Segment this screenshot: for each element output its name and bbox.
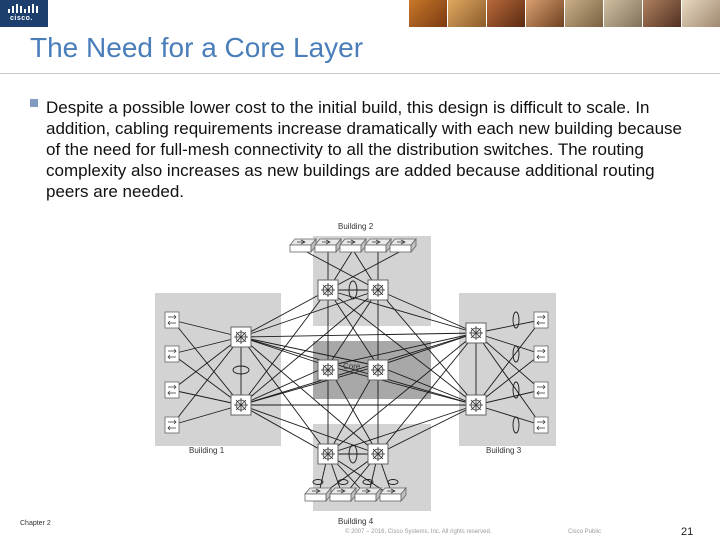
network-diagram [150,212,560,530]
footer-classification: Cisco Public [568,529,602,535]
building-3-label: Building 3 [486,446,522,455]
header-photo [486,0,525,27]
building-1-label: Building 1 [189,446,225,455]
title-divider [0,73,720,74]
building-4-label: Building 4 [338,517,374,526]
slide-title: The Need for a Core Layer [30,32,364,63]
header-photo-strip [408,0,720,27]
core-label: Core [343,362,361,371]
building-2-label: Building 2 [338,222,374,231]
header-photo [642,0,681,27]
header-photo [408,0,447,27]
header-banner [0,0,720,27]
logo-wordmark: cisco. [10,15,33,22]
building2-access-switches [290,239,416,252]
header-photo [564,0,603,27]
cisco-bars-icon [8,4,40,14]
cisco-logo [0,0,48,27]
bullet-text: Despite a possible lower cost to the initial build, this design is difficult to scale. In addition, cabling requirements increase dramatically with each new building because of the need for full-mesh connectivity to all the distribution switches. The routing complexity also increases as new buildings are added because additional routing peers are needed. [46,98,682,201]
header-photo [447,0,486,27]
building4-access-switches [305,488,406,501]
header-photo [681,0,720,27]
page-number: 21 [681,526,694,538]
footer-copyright: © 2007 – 2016, Cisco Systems, Inc. All rights reserved. [345,529,492,535]
footer-chapter: Chapter 2 [20,520,51,527]
square-bullet-icon [30,99,38,107]
header-photo [525,0,564,27]
header-photo [603,0,642,27]
